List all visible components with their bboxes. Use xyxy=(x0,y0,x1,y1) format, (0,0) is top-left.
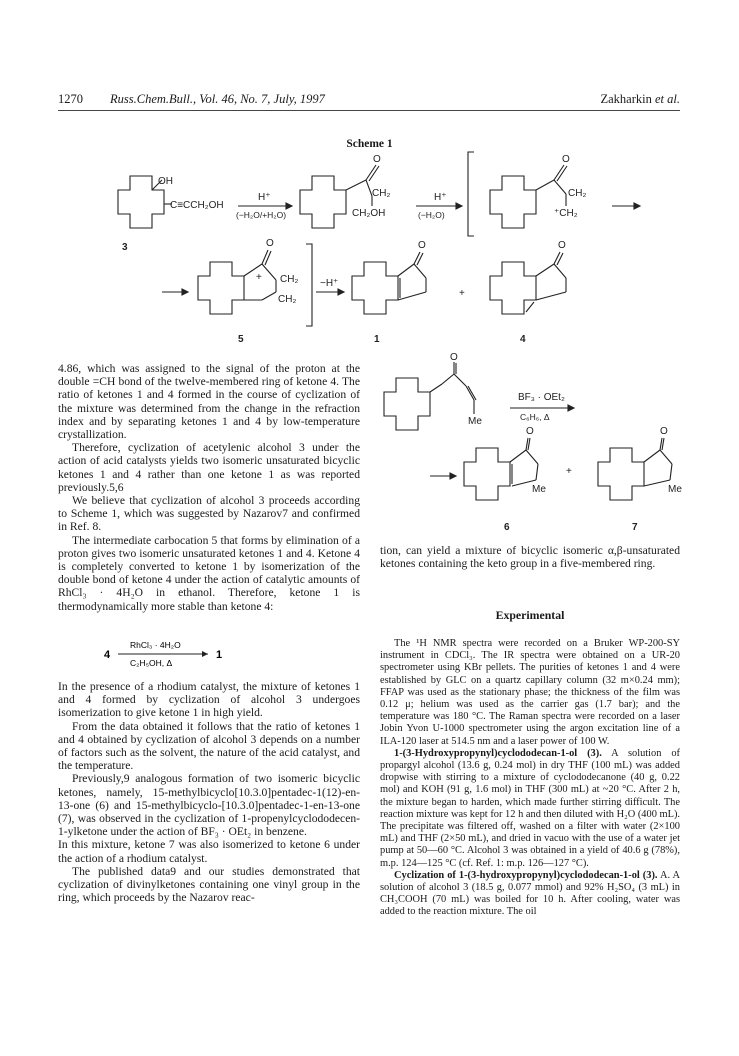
para-4: The intermediate carbocation 5 that forms by elimination of a proton gives two isomeric unsaturated ketones 1 and 4. Ketone 4 is completely converted to ketone 1 by isomerization of the double bond of ketone 4 under the action of catalytic amounts of RhCl₃ · 4H₂O in ethanol. Therefore, ketone 1 is thermodynamically more stable than ketone 4: xyxy=(58,533,360,613)
solvent-c6h6: C₆H₆, Δ xyxy=(520,412,550,422)
o-enone: O xyxy=(373,154,381,165)
scheme-2-diagram xyxy=(370,352,690,542)
ch2-cation: CH₂ xyxy=(568,188,587,199)
reagent-bf3: BF₃ · OEt₂ xyxy=(518,392,565,403)
label-3: 3 xyxy=(122,242,128,253)
exp-para-3-body: A. A solution of alcohol 3 (18.5 g, 0.077 mmol) and 92% H₂SO₄ (3 mL) in CH₃COOH (70 mL) was boiled for 10 h. After cooling, water was added to the reaction mixture. The oil xyxy=(380,869,680,918)
para-3: We believe that cyclization of alcohol 3 proceeds according to Scheme 1, which was suggested by Nazarov7 and confirmed in Ref. 8. xyxy=(58,494,360,534)
scheme-title: Scheme 1 xyxy=(346,138,393,150)
bracket-right xyxy=(306,244,312,326)
exp-para-3-title: Cyclization of 1-(3-hydroxypropynyl)cyclododecan-1-ol (3). xyxy=(394,869,658,881)
hplus-1: H⁺ xyxy=(258,192,271,203)
ring-4 xyxy=(490,262,536,314)
me-6: Me xyxy=(532,484,546,495)
ring-divinylketone xyxy=(384,378,430,430)
ch2-5a: CH₂ xyxy=(280,274,299,285)
bracket-left xyxy=(468,152,474,236)
label-6: 6 xyxy=(504,522,510,533)
o-1: O xyxy=(418,240,426,251)
ring-6 xyxy=(464,448,510,500)
o-5: O xyxy=(266,238,274,249)
hplus-2: H⁺ xyxy=(434,192,447,203)
ch2-enone: CH₂ xyxy=(372,188,391,199)
plus-5: + xyxy=(256,272,262,283)
oh-label: OH xyxy=(158,176,173,187)
right-column xyxy=(380,544,680,570)
exp-para-2 xyxy=(380,748,680,870)
isomerization-equation xyxy=(90,636,240,672)
experimental-body xyxy=(380,638,680,919)
author-name: Zakharkin xyxy=(600,92,655,106)
label-1: 1 xyxy=(374,334,380,345)
ring-1 xyxy=(352,262,398,314)
para-1: 4.86, which was assigned to the signal of the proton at the double =CH bond of the twelve-membered ring of ketone 4. The ratio of ketones 1 and 4 formed in the course of cyclization of the mixture was determined from the change in the refraction index and by separating ketones 1 and 4 by low-temperature crystallization. xyxy=(58,362,360,442)
plus-ch2: ⁺CH₂ xyxy=(554,208,578,219)
o-7: O xyxy=(660,426,668,437)
o-divinyl: O xyxy=(450,352,458,363)
ring-5 xyxy=(198,262,244,314)
minus-h: −H⁺ xyxy=(320,278,339,289)
left-column-continued xyxy=(58,680,360,904)
page-number: 1270 xyxy=(58,92,83,106)
para-5: In the presence of a rhodium catalyst, the mixture of ketones 1 and 4 formed by cyclization of alcohol 3 undergoes isomerization to give ketone 1 in high yield. xyxy=(58,680,360,720)
right-para-1: tion, can yield a mixture of bicyclic isomeric α,β-unsaturated ketones containing the keto group in a five-membered ring. xyxy=(380,544,680,571)
ch2-5b: CH₂ xyxy=(278,294,297,305)
plus-between: + xyxy=(459,288,465,299)
exp-para-3 xyxy=(380,870,680,919)
plus-67: + xyxy=(566,466,572,477)
exp-para-1: The ¹H NMR spectra were recorded on a Bruker WP-200-SY instrument in CDCl₃. The IR spectra were obtained on a UR-20 spectrometer using KBr pellets. The purities of ketones 1 and 4 were established by GLC on a quartz capillary column (32 m×0.24 mm); FFAP was used as the stationary phase; the thickness of the film was 0.12 μ; helium was used as the carrier gas (1.7 bar); and the temperature was 180 °C. The Raman spectra were recorded on a laser Jobin Yvon U-1000 spectrometer using the argon excitation line of a ILA-120 laser at 514.5 nm and a laser power of 100 W. xyxy=(380,638,680,747)
o-4: O xyxy=(558,240,566,251)
eq-left: 4 xyxy=(104,649,111,661)
ring-7 xyxy=(598,448,644,500)
cond-1: (−H₂O/+H₂O) xyxy=(236,210,287,220)
scheme-1-diagram xyxy=(0,0,739,360)
eq-right: 1 xyxy=(216,649,223,661)
left-column xyxy=(58,362,360,613)
o-6: O xyxy=(526,426,534,437)
experimental-heading: Experimental xyxy=(495,608,565,622)
label-5: 5 xyxy=(238,334,244,345)
ring-cation xyxy=(490,176,536,228)
para-7: Previously,9 analogous formation of two isomeric bicyclic ketones, namely, 15-methylbicyclo[10.3.0]pentadec-1(12)-en-13-one (6) and 15-methylbicyclo-[10.3.0]pentadec-1-en-13-one (7), was observed in the cyclization of 1-propenylcyclododecen-1-ylketone under the action of BF₃ · OEt₂ in benzene. xyxy=(58,772,360,839)
eq-cond: C₂H₅OH, Δ xyxy=(130,658,173,668)
label-7: 7 xyxy=(632,522,638,533)
alkyne-label: C≡CCH₂OH xyxy=(170,200,224,211)
exp-para-2-title: 1-(3-Hydroxypropynyl)cyclododecan-1-ol (3). xyxy=(394,747,602,759)
para-9: The published data9 and our studies demonstrated that cyclization of divinylketones containing one vinyl group in the ring, which proceeds by the Nazarov reac- xyxy=(58,864,360,905)
para-2: Therefore, cyclization of acetylenic alcohol 3 under the action of acid catalysts yields two isomeric unsaturated bicyclic ketones 1 and 4 rather than one ketone 1 as was reported previously.5,6 xyxy=(58,441,360,494)
para-6: From the data obtained it follows that the ratio of ketones 1 and 4 obtained by cyclization of alcohol 3 depends on a number of factors such as the solvent, the nature of the acid catalyst, and the temperature. xyxy=(58,719,360,773)
author-etal: et al. xyxy=(655,92,680,106)
para-8: In this mixture, ketone 7 was also isomerized to ketone 6 under the action of a rhodium catalyst. xyxy=(58,838,360,865)
me-divinyl: Me xyxy=(468,416,482,427)
ch2oh-enone: CH₂OH xyxy=(352,208,386,219)
me-7: Me xyxy=(668,484,682,495)
journal-citation: Russ.Chem.Bull., Vol. 46, No. 7, July, 1997 xyxy=(110,92,325,106)
eq-reagent: RhCl₃ · 4H₂O xyxy=(130,640,181,650)
cond-2: (−H₂O) xyxy=(418,210,445,220)
exp-para-2-body: A solution of propargyl alcohol (13.6 g, 0.24 mol) in dry THF (100 mL) was added dropwise with stirring to a mixture of cyclododecanone (40 g, 0.22 mol) and KOH (91 g, 1.6 mol) in THF (300 mL) at ~20 °C. After 2 h, the mixture began to harden, which made further stirring difficult. The reaction mixture was kept for 12 h and then diluted with H₂O (400 mL). The precipitate was filtered off, washed on a filter with water (2×100 mL) and THF (2×50 mL), and dried in vacuo with the use of a water jet pump at 50—60 °C. Alcohol 3 was obtained in a yield of 40.6 g (78%), m.p. 124—125 °C (cf. Ref. 1: m.p. 126—127 °C). xyxy=(380,747,680,869)
label-4: 4 xyxy=(520,334,526,345)
o-cation: O xyxy=(562,154,570,165)
ring-enone xyxy=(300,176,346,228)
